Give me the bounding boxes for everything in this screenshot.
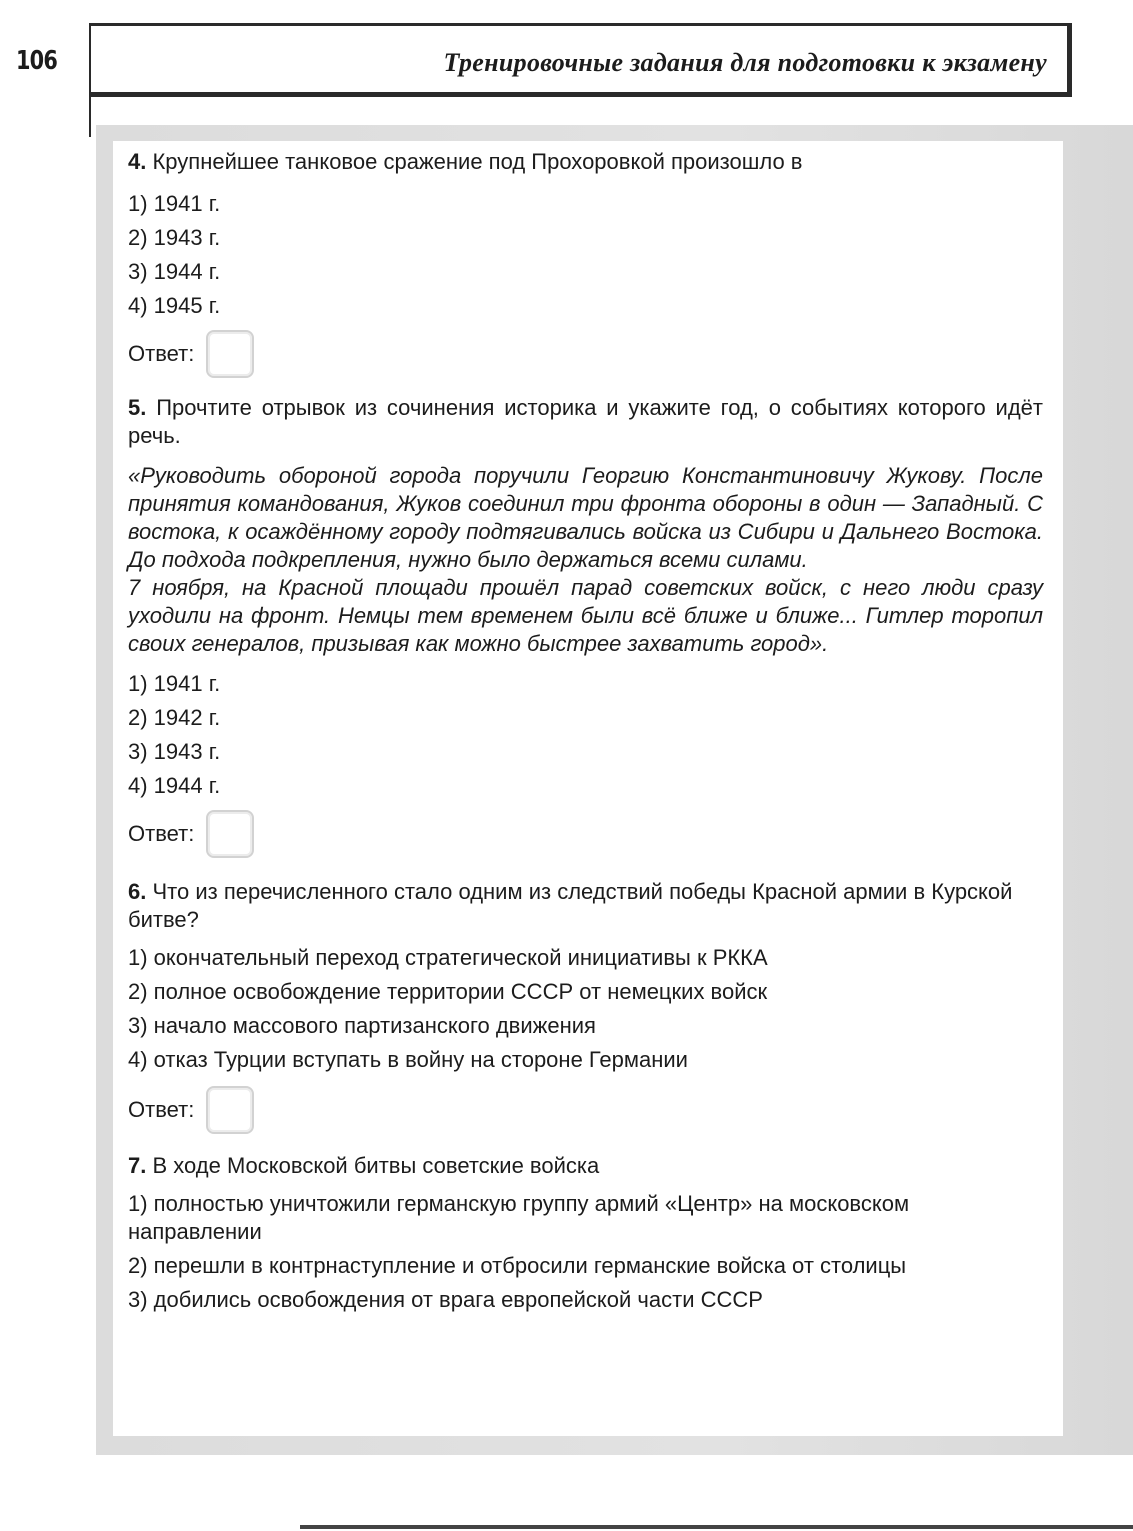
answer-label: Ответ: [128,1097,195,1122]
quote-paragraph: «Руководить обороной города поручили Георгию Константиновичу Жукову. После принятия командования, Жуков соединил три фронта обороны в один — Западный. С востока, к осаждённому городу подтягивались войска из Сибири и Дальнего Востока. До подхода подкрепления, нужно было держаться всеми силами. [128,463,1043,572]
option: 1) 1941 г. [128,191,221,216]
answer-box[interactable] [206,1086,254,1134]
option: 3) добились освобождения от врага европейской части СССР [128,1287,763,1312]
option: 4) 1945 г. [128,293,221,318]
answer-box[interactable] [206,810,254,858]
question-7 [128,1152,1043,1314]
option: 1) окончательный переход стратегической инициативы к РККА [128,945,768,970]
question-4 [128,148,1043,378]
option: 2) перешли в контрнаступление и отбросили германские войска от столицы [128,1253,907,1278]
answer-row [128,1086,1043,1134]
option: 3) начало массового партизанского движения [128,1013,596,1038]
question-body: Что из перечисленного стало одним из следствий победы Красной армии в Курской битве? [128,879,1013,932]
option: 4) отказ Турции вступать в войну на стороне Германии [128,1047,688,1072]
page-header [89,23,1072,97]
option: 2) полное освобождение территории СССР от немецких войск [128,979,768,1004]
questions-content [128,148,1043,1314]
header-rule [89,97,91,137]
question-text [128,394,1043,450]
option: 1) 1941 г. [128,671,221,696]
question-text [128,1152,1043,1180]
answer-label: Ответ: [128,821,195,846]
question-number: 7. [128,1153,147,1178]
question-text [128,878,1043,934]
option: 2) 1942 г. [128,705,221,730]
answer-box[interactable] [206,330,254,378]
option: 3) 1943 г. [128,739,221,764]
page-number: 106 [16,46,58,76]
question-text [128,148,1043,176]
option: 4) 1944 г. [128,773,221,798]
question-5 [128,394,1043,858]
question-6 [128,878,1043,1134]
quote-paragraph: 7 ноября, на Красной площади прошёл парад советских войск, с него люди сразу уходили на фронт. Немцы тем временем были всё ближе и ближе... Гитлер торопил своих генералов, призывая как можно быстрее захватить город». [128,575,1043,656]
option: 3) 1944 г. [128,259,221,284]
bottom-rule [300,1525,1133,1529]
answer-label: Ответ: [128,341,195,366]
question-number: 4. [128,149,147,174]
answer-row [128,330,1043,378]
question-body: Прочтите отрывок из сочинения историка и укажите год, о событиях которого идёт речь. [128,395,1043,448]
question-body: Крупнейшее танковое сражение под Прохоровкой произошло в [152,149,803,174]
question-number: 5. [128,395,147,420]
option: 2) 1943 г. [128,225,221,250]
question-body: В ходе Московской битвы советские войска [152,1153,600,1178]
option: 1) полностью уничтожили германскую группу армий «Центр» на московском направлении [128,1191,910,1244]
header-title: Тренировочные задания для подготовки к экзамену [443,48,1047,77]
question-number: 6. [128,879,147,904]
answer-row [128,810,1043,858]
